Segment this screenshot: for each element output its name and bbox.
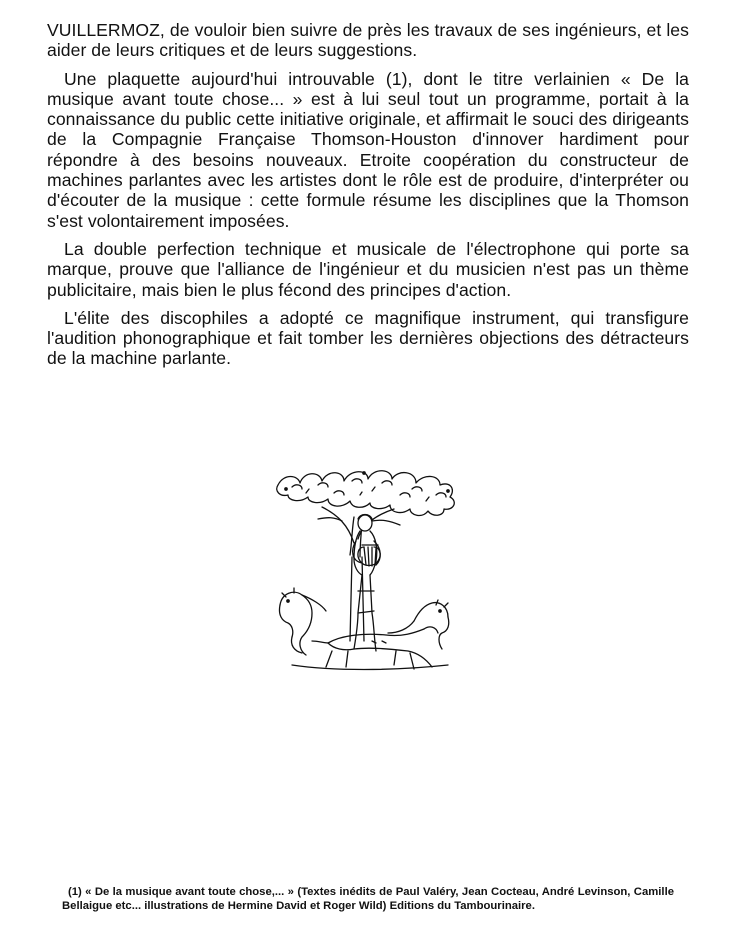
orpheus-figure <box>353 515 381 652</box>
paragraph-1: VUILLERMOZ, de vouloir bien suivre de près les travaux de ses ingénieurs, et les aider de leurs critiques et de leurs suggestions. <box>47 20 689 61</box>
ground-line <box>292 665 448 670</box>
paragraph-2: Une plaquette aujourd'hui introuvable (1), dont le titre verlainien « De la musique avant toute chose... » est à lui seul tout un programme, portait à la connaissance du public cette initiative originale, et affirmait le souci des dirigeants de la Compagnie Française Thomson-Houston d'innover hardiment pour répondre à des besoins nouveaux. Etroite coopération du constructeur de machines parlantes avec les artistes dont le rôle est de produire, d'interpréter ou d'écouter de la musique : cette formule résume les disciplines que la Thomson s'est volontairement imposées. <box>47 68 689 231</box>
footnote: (1) « De la musique avant toute chose,... » (Textes inédits de Paul Valéry, Jean Cocteau, André Levinson, Camille Bellaigue etc... illustrations de Hermine David et Roger Wild) Editions du Tambourinaire. <box>62 886 674 912</box>
paragraph-3: La double perfection technique et musicale de l'électrophone qui porte sa marque, prouve que l'alliance de l'ingénieur et du musicien n'est pas un thème publicitaire, mais bien le plus fécond des principes d'action. <box>47 238 689 300</box>
right-panther <box>388 600 449 649</box>
lower-beast <box>312 627 438 669</box>
orpheus-vignette-icon <box>272 465 460 677</box>
body-text <box>47 20 689 377</box>
paragraph-4: L'élite des discophiles a adopté ce magnifique instrument, qui transfigure l'audition phonographique et fait tomber les dernières objections des détracteurs de la machine parlante. <box>47 307 689 369</box>
left-panther <box>279 588 326 655</box>
tree-canopy <box>277 471 455 516</box>
